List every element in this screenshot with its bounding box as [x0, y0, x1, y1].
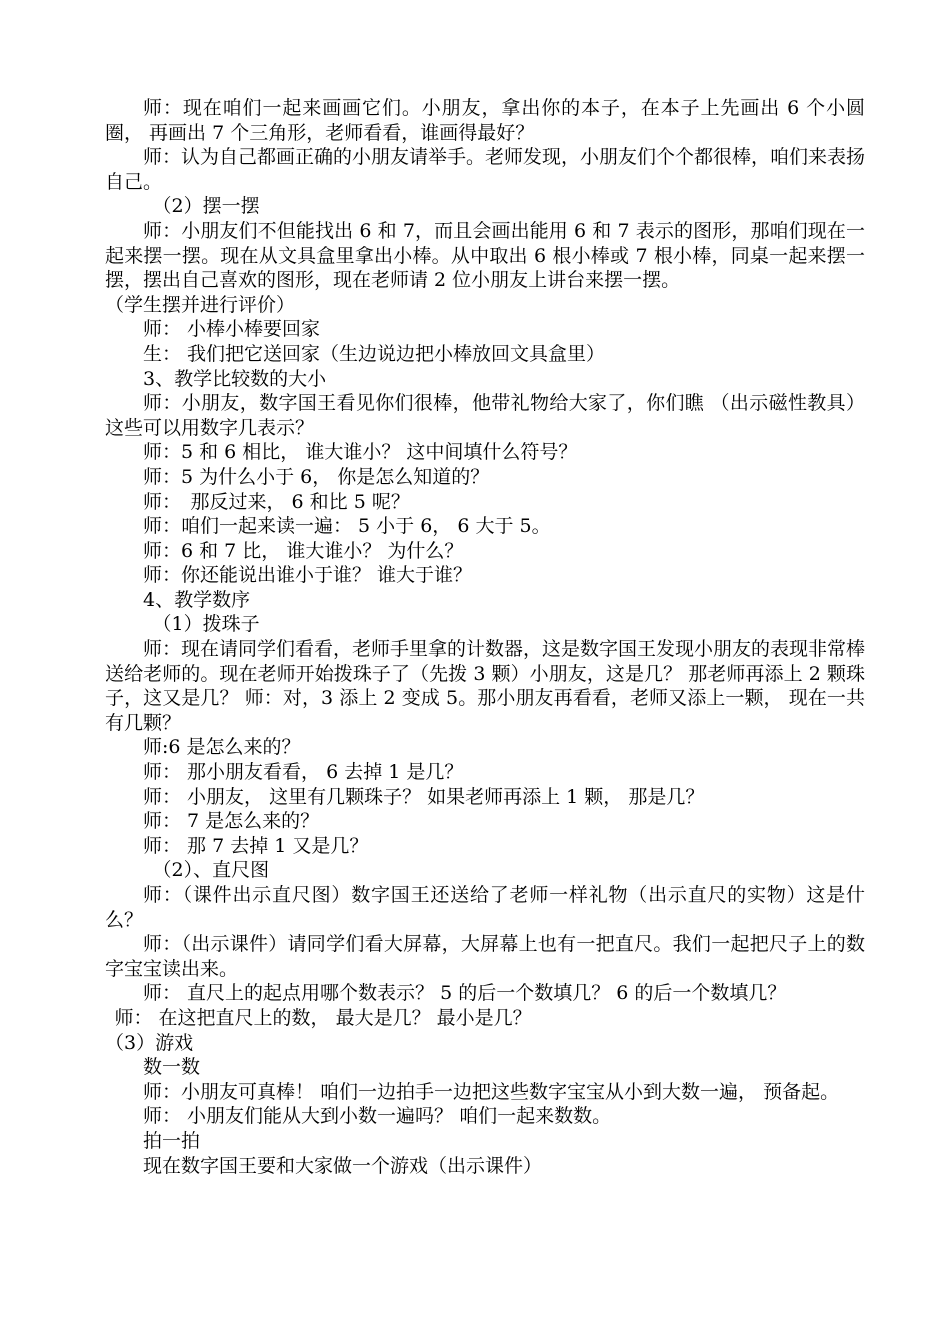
- paragraph-why-5-less-6: 师：5 为什么小于 6， 你是怎么知道的？: [143, 465, 490, 488]
- paragraph-how-many-beads: 师： 小朋友， 这里有几颗珠子？ 如果老师再添上 1 颗， 那是几？: [143, 785, 705, 808]
- paragraph-student-reply: 生： 我们把它送回家（生边说边把小棒放回文具盒里）: [143, 342, 606, 365]
- paragraph-clap-count: 师：小朋友可真棒！ 咱们一边拍手一边把这些数字宝宝从小到大数一遍， 预备起。: [143, 1080, 840, 1103]
- paragraph-draw-shapes: 师：现在咱们一起来画画它们。小朋友，拿出你的本子，在本子上先画出 6 个小圆圈， 再画出 7 个三角形，老师看看，谁画得最好？: [105, 97, 865, 144]
- paragraph-student-evaluation: （学生摆并进行评价）: [105, 293, 296, 316]
- paragraph-how-7-made: 师： 7 是怎么来的？: [143, 810, 320, 833]
- paragraph-6-minus-1: 师： 那小朋友看看， 6 去掉 1 是几？: [143, 761, 464, 784]
- paragraph-count-down: 师： 小朋友们能从大到小数一遍吗？ 咱们一起来数数。: [143, 1105, 612, 1128]
- paragraph-ruler-start-point: 师： 直尺上的起点用哪个数表示？ 5 的后一个数填几？ 6 的后一个数填几？: [143, 982, 787, 1005]
- paragraph-7-minus-1: 师： 那 7 去掉 1 又是几？: [143, 834, 369, 857]
- paragraph-ruler-max-min: 师： 在这把直尺上的数， 最大是几？ 最小是几？: [114, 1006, 532, 1029]
- subheading-count: 数一数: [143, 1056, 201, 1079]
- subheading-clap: 拍一拍: [143, 1129, 201, 1152]
- paragraph-reverse-compare: 师： 那反过来， 6 和比 5 呢？: [143, 490, 410, 513]
- paragraph-ruler-gift: 师：（课件出示直尺图）数字国王还送给了老师一样礼物（出示直尺的实物）这是什么？: [105, 884, 865, 931]
- paragraph-sticks-home: 师： 小棒小棒要回家: [143, 318, 321, 341]
- paragraph-game-intro: 现在数字国王要和大家做一个游戏（出示课件）: [143, 1154, 543, 1177]
- paragraph-compare-6-7: 师：6 和 7 比， 谁大谁小？ 为什么？: [143, 539, 464, 562]
- section-heading-game: （3）游戏: [105, 1031, 194, 1054]
- section-heading-arrange: （2）摆一摆: [152, 195, 260, 218]
- section-heading-sequence: 4、教学数序: [143, 588, 251, 611]
- paragraph-read-together: 师：咱们一起来读一遍： 5 小于 6， 6 大于 5。: [143, 515, 551, 538]
- paragraph-number-king-gift: 师：小朋友，数字国王看见你们很棒，他带礼物给大家了，你们瞧 （出示磁性教具）这些可以用数字几表示？: [105, 392, 865, 439]
- section-heading-compare: 3、教学比较数的大小: [143, 367, 327, 390]
- section-heading-beads: （1）拨珠子: [152, 613, 260, 636]
- section-heading-ruler: （2）、直尺图: [152, 859, 270, 882]
- lesson-plan-text: [105, 96, 865, 1178]
- paragraph-compare-5-6: 师：5 和 6 相比， 谁大谁小？ 这中间填什么符号？: [143, 441, 578, 464]
- paragraph-raise-hands: 师：认为自己都画正确的小朋友请举手。老师发现，小朋友们个个都很棒，咱们来表扬自己。: [105, 146, 866, 193]
- paragraph-counter-beads: 师：现在请同学们看看，老师手里拿的计数器，这是数字国王发现小朋友的表现非常棒送给老师的。现在老师开始拨珠子了（先拨 3 颗）小朋友，这是几？ 那老师再添上 2 颗珠子，这又是几？ 师：对，3 添上 2 变成 5。那小朋友再看看，老师又添上一颗， 现在一共有几颗？: [105, 638, 866, 734]
- paragraph-how-6-made: 师:6 是怎么来的？: [143, 736, 301, 759]
- paragraph-who-less-greater: 师：你还能说出谁小于谁？ 谁大于谁？: [143, 564, 473, 587]
- paragraph-big-screen-ruler: 师：（出示课件）请同学们看大屏幕，大屏幕上也有一把直尺。我们一起把尺子上的数字宝宝读出来。: [105, 933, 865, 980]
- paragraph-arrange-sticks: 师：小朋友们不但能找出 6 和 7，而且会画出能用 6 和 7 表示的图形，那咱们现在一起来摆一摆。现在从文具盒里拿出小棒。从中取出 6 根小棒或 7 根小棒，同桌一起来摆一摆，摆出自己喜欢的图形，现在老师请 2 位小朋友上讲台来摆一摆。: [105, 219, 865, 292]
